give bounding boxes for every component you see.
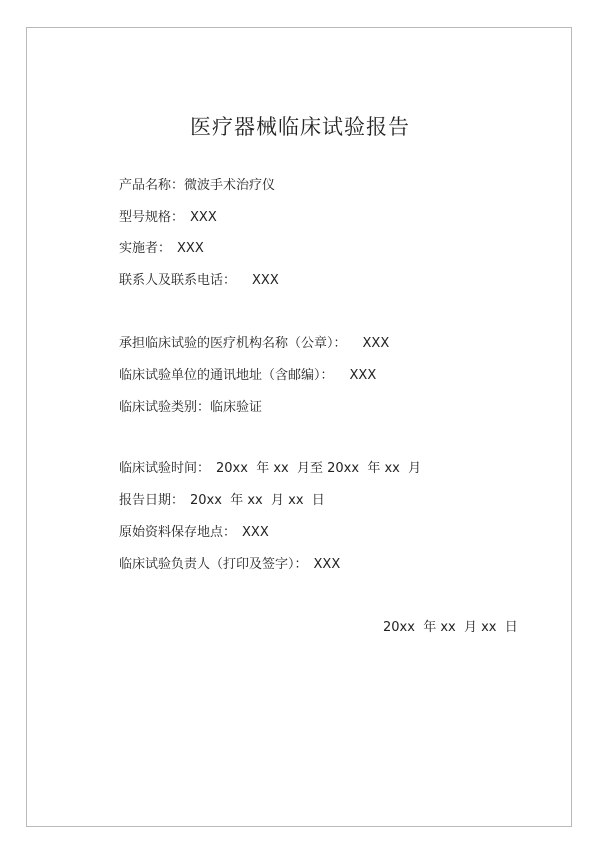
field-institution [119,336,389,352]
signature-date: 20xx 年 xx 月 xx 日 [383,620,518,635]
field-responsible-person [119,557,340,573]
field-value: XXX [349,368,377,383]
field-address [119,368,376,384]
field-value: 20xx 年 xx 月至 20xx 年 xx 月 [216,461,422,476]
field-value: XXX [252,273,279,288]
field-label: 实施者： [119,241,172,256]
field-label: 产品名称： [119,178,185,193]
field-label: 报告日期： [119,493,185,508]
field-value: XXX [313,557,341,572]
document-page [26,27,572,827]
field-label: 原始资料保存地点： [119,525,237,540]
field-label: 临床试验负责人（打印及签字）： [119,557,308,572]
field-value: XXX [242,525,269,540]
field-report-date [119,493,325,509]
field-archive-location [119,525,269,541]
field-value: 微波手术治疗仪 [184,178,276,193]
field-contact [119,273,279,289]
field-value: XXX [362,336,390,351]
field-trial-time [119,461,421,477]
field-label: 联系人及联系电话： [119,273,237,288]
field-model-spec [119,210,217,226]
field-value: 临床验证 [210,400,263,415]
field-trial-type [119,400,262,416]
field-value: 20xx 年 xx 月 xx 日 [190,493,325,508]
field-value: XXX [190,210,217,225]
field-value: XXX [177,241,204,256]
field-product-name [119,178,275,194]
document-title: 医疗器械临床试验报告 [190,115,410,139]
field-label: 临床试验单位的通讯地址（含邮编）： [119,368,334,383]
field-implementer [119,241,204,257]
field-label: 临床试验类别： [119,400,211,415]
field-label: 临床试验时间： [119,461,211,476]
field-label: 承担临床试验的医疗机构名称（公章）： [119,336,347,351]
field-label: 型号规格： [119,210,185,225]
